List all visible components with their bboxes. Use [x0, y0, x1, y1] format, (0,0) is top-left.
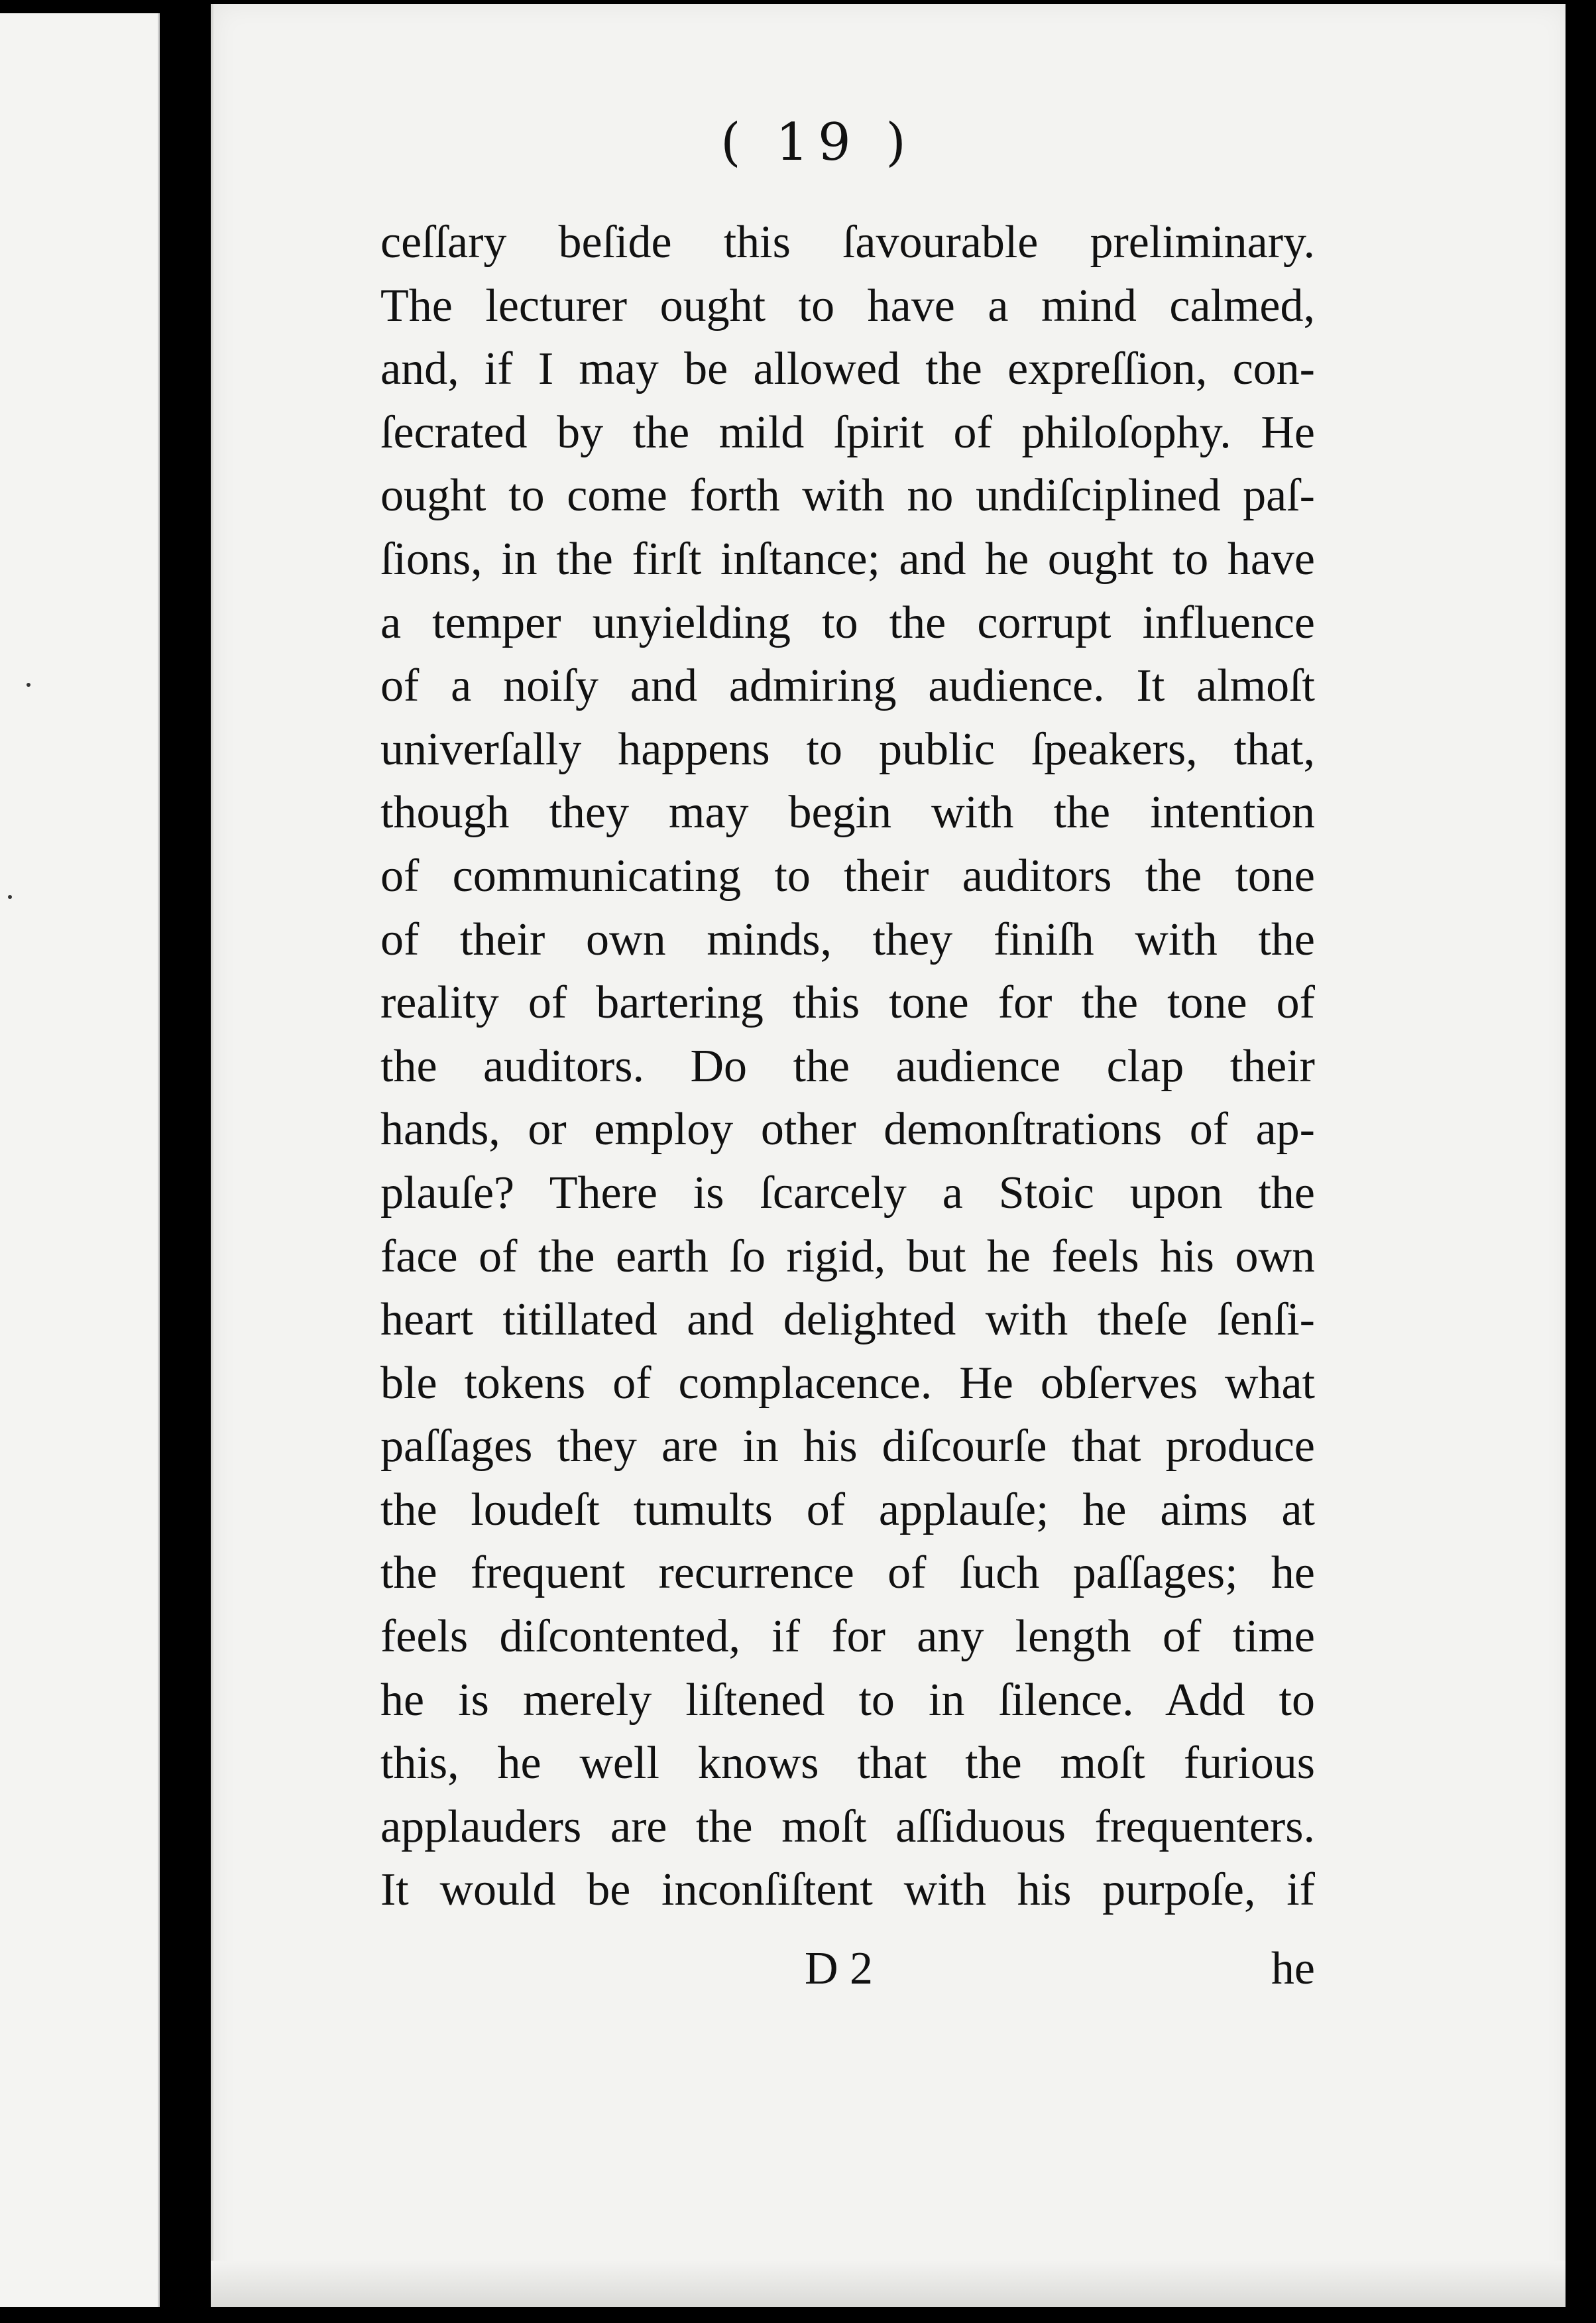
text-line: applauders are the moſt aſſiduous frequenters.: [380, 1801, 1315, 1852]
text-line: reality of bartering this tone for the tone of: [380, 977, 1315, 1029]
text-line: It would be inconſiſtent with his purpoſe, if: [380, 1864, 1315, 1916]
text-line: ble tokens of complacence. He obſerves what: [380, 1357, 1315, 1409]
text-line: of communicating to their auditors the tone: [380, 850, 1315, 902]
text-line: ſecrated by the mild ſpirit of philoſophy. He: [380, 406, 1315, 458]
text-line: of their own minds, they finiſh with the: [380, 914, 1315, 965]
text-line: ſions, in the firſt inſtance; and he ought to have: [380, 533, 1315, 585]
text-line: ought to come forth with no undiſciplined paſ-: [380, 470, 1315, 522]
text-line: this, he well knows that the moſt furious: [380, 1738, 1315, 1789]
text-line: the frequent recurrence of ſuch paſſages; he: [380, 1547, 1315, 1599]
signature-mark: D 2: [805, 1943, 874, 1994]
text-line: feels diſcontented, if for any length of time: [380, 1611, 1315, 1663]
text-line: he is merely liſtened to in ſilence. Add to: [380, 1674, 1315, 1726]
catchword: he: [1271, 1943, 1315, 1994]
text-line: the auditors. Do the audience clap their: [380, 1040, 1315, 1092]
text-line: The lecturer ought to have a mind calmed,: [380, 280, 1315, 331]
page-footer: [380, 1942, 1315, 2009]
text-line: face of the earth ſo rigid, but he feels his own: [380, 1230, 1315, 1282]
text-line: univerſally happens to public ſpeakers, that,: [380, 723, 1315, 775]
text-line: plauſe? There is ſcarcely a Stoic upon the: [380, 1167, 1315, 1219]
facing-page-edge: [0, 13, 160, 2307]
page-number-header: ( 19 ): [720, 113, 915, 172]
text-line: of a noiſy and admiring audience. It almoſt: [380, 660, 1315, 712]
right-border: [1566, 0, 1596, 2323]
text-line: a temper unyielding to the corrupt influence: [380, 597, 1315, 648]
body-text: [380, 211, 1315, 1922]
text-line: paſſages they are in his diſcourſe that produce: [380, 1421, 1315, 1472]
text-line: though they may begin with the intention: [380, 787, 1315, 839]
speck: [27, 683, 30, 687]
text-line: hands, or employ other demonſtrations of ap-: [380, 1104, 1315, 1156]
text-line: heart titillated and delighted with theſe ſenſi-: [380, 1294, 1315, 1346]
page-bottom-shadow: [211, 2261, 1566, 2307]
text-line: the loudeſt tumults of applauſe; he aims at: [380, 1484, 1315, 1535]
text-line: and, if I may be allowed the expreſſion, con-: [380, 343, 1315, 395]
speck: [8, 895, 12, 899]
text-line: ceſſary beſide this ſavourable preliminary.: [380, 217, 1315, 268]
